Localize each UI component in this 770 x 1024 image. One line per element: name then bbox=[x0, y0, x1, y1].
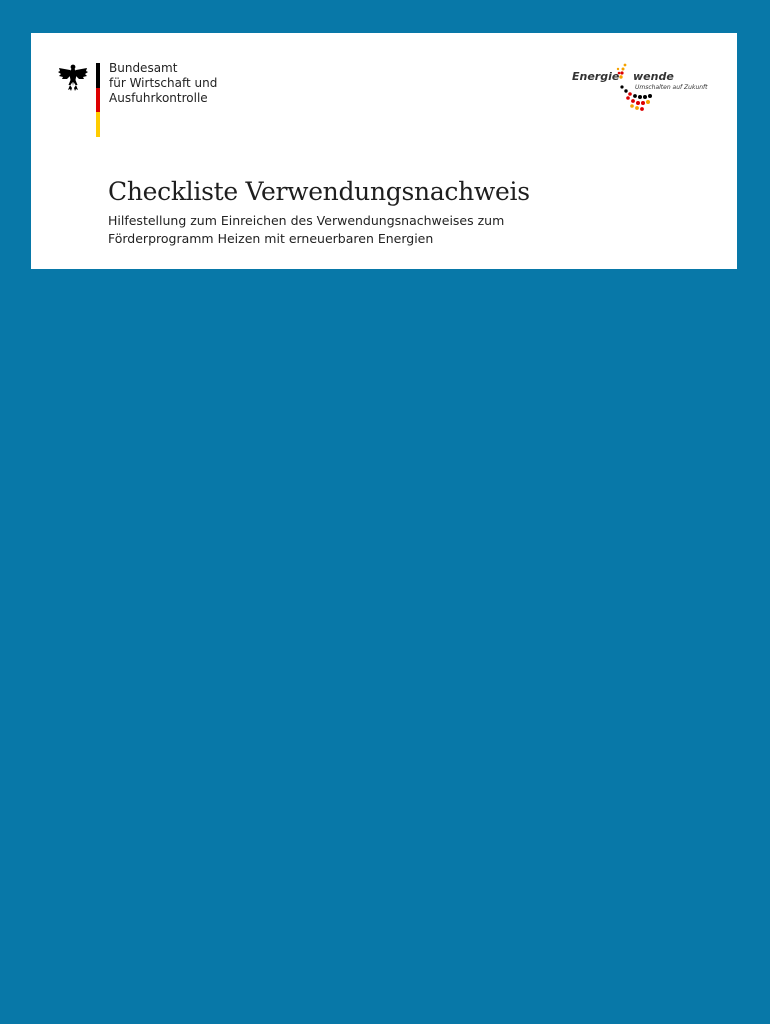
federal-eagle-icon bbox=[57, 61, 89, 93]
header-card bbox=[31, 33, 737, 269]
energiewende-logo bbox=[571, 59, 711, 115]
german-flag-bar bbox=[96, 63, 100, 137]
energiewende-word-2: wende bbox=[633, 70, 674, 83]
document-title: Checkliste Verwendungsnachweis bbox=[108, 177, 530, 206]
document-subtitle-line-2: Förderprogramm Heizen mit erneuerbaren Energien bbox=[108, 231, 434, 246]
agency-name bbox=[109, 61, 217, 106]
document-subtitle bbox=[108, 212, 504, 248]
energiewende-word-1: Energie bbox=[572, 70, 620, 83]
agency-name-line-1: Bundesamt bbox=[109, 61, 178, 75]
document-subtitle-line-1: Hilfestellung zum Einreichen des Verwendungsnachweises zum bbox=[108, 213, 505, 228]
bafa-logo bbox=[57, 61, 257, 141]
agency-name-line-3: Ausfuhrkontrolle bbox=[109, 91, 208, 105]
agency-name-line-2: für Wirtschaft und bbox=[109, 76, 218, 90]
energiewende-tagline: Umschalten auf Zukunft bbox=[635, 84, 708, 91]
